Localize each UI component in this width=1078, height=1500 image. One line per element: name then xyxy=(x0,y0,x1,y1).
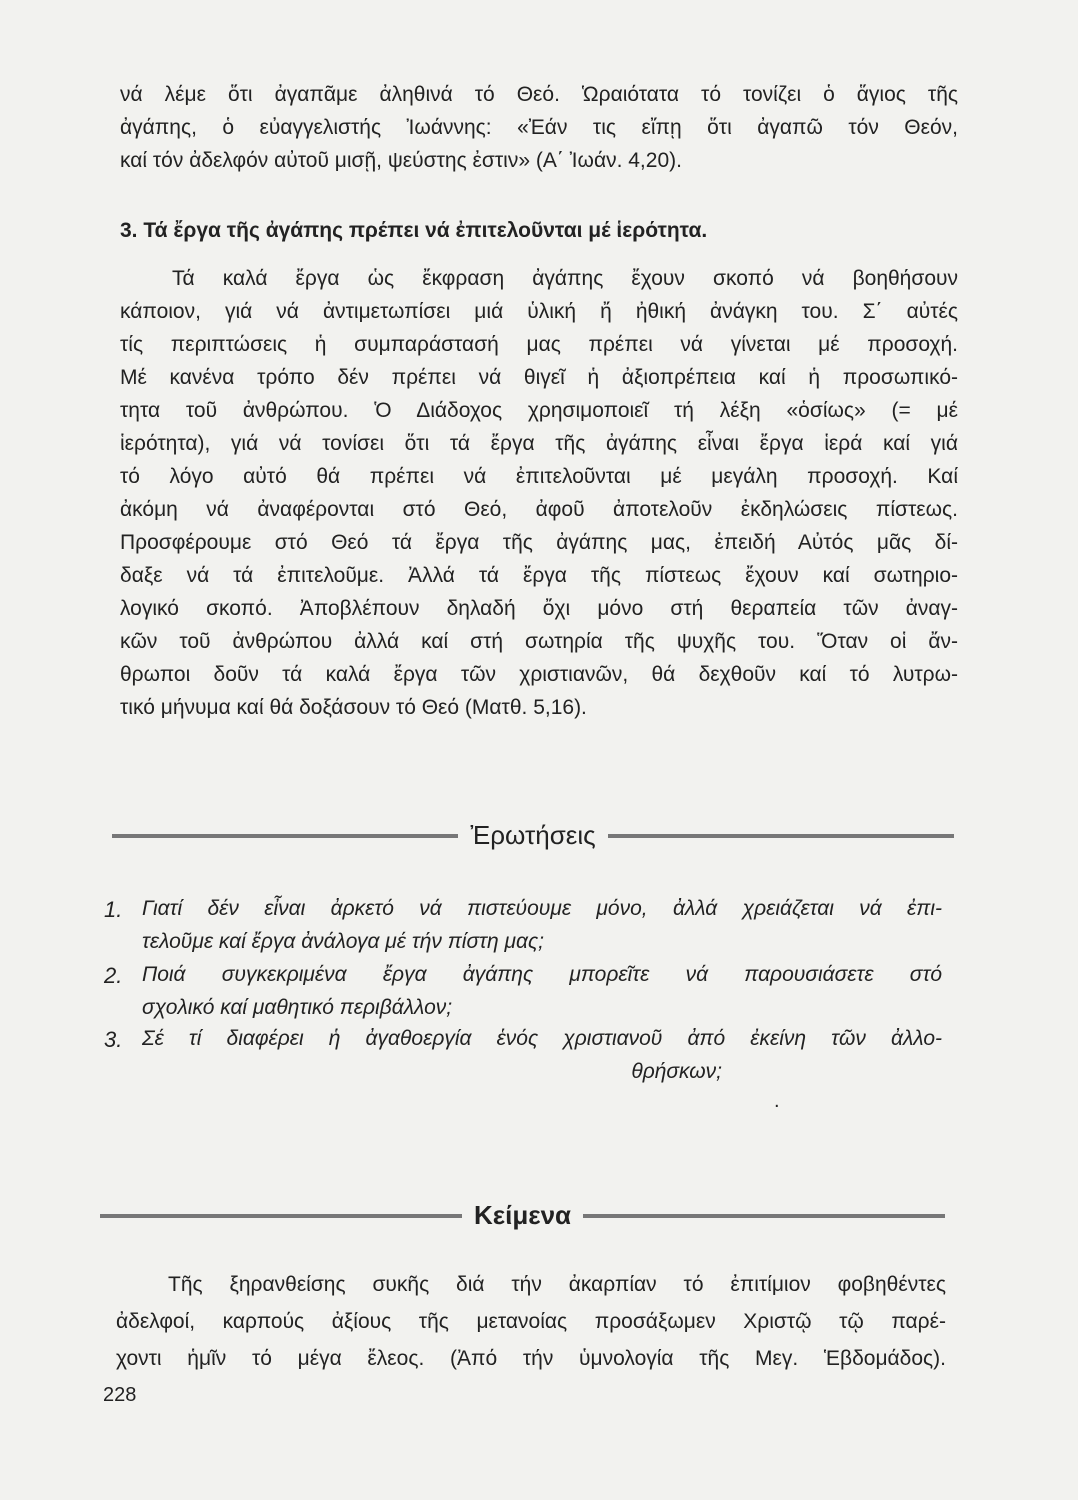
question-line: σχολικό καί μαθητικό περιβάλλον; xyxy=(142,996,453,1019)
text-line: καί τόν ἀδελφόν αὐτοῦ μισῇ, ψεύστης ἐστιν» (Α΄ Ἰωάν. 4,20). xyxy=(120,149,682,172)
text-line: λογικό σκοπό. Ἀποβλέπουν δηλαδή ὄχι μόνο στή θεραπεία τῶν ἀναγ- xyxy=(120,597,958,620)
heading-rule-right xyxy=(583,1214,945,1218)
text-line: κάποιον, γιά νά ἀντιμετωπίσει μιά ὑλική ἤ ἠθική ἀνάγκη του. Σ΄ αὐτές xyxy=(120,300,958,323)
text-line: θρωποι δοῦν τά καλά ἔργα τῶν χριστιανῶν, θά δεχθοῦν καί τό λυτρω- xyxy=(120,663,958,686)
text-line: χοντι ἡμῖν τό μέγα ἔλεος. (Ἀπό τήν ὑμνολογία τῆς Μεγ. Ἑβδομάδος). xyxy=(116,1347,946,1370)
question-line: Ποιά συγκεκριμένα ἔργα ἀγάπης μπορεῖτε νά παρουσιάσετε στό xyxy=(142,963,942,986)
question-number: 2. xyxy=(104,963,123,988)
text-line: τικό μήνυμα καί θά δοξάσουν τό Θεό (Ματθ. 5,16). xyxy=(120,696,587,719)
text-line: δαξε νά τά ἐπιτελοῦμε. Ἀλλά τά ἔργα τῆς πίστεως ἔχουν καί σωτηριο- xyxy=(120,564,958,587)
question-line: τελοῦμε καί ἔργα ἀνάλογα μέ τήν πίστη μας; xyxy=(142,930,544,953)
text-line: Μέ κανένα τρόπο δέν πρέπει νά θιγεῖ ἡ ἀξιοπρέπεια καί ἡ προσωπικό- xyxy=(120,366,958,389)
intro-paragraph xyxy=(120,78,958,177)
section-body xyxy=(120,262,958,724)
question-line: Σέ τί διαφέρει ἡ ἀγαθοεργία ἑνός χριστιανοῦ ἀπό ἐκείνη τῶν ἀλλο- xyxy=(142,1027,942,1050)
text-line: ἀγάπης, ὁ εὐαγγελιστής Ἰωάννης: «Ἐάν τις εἴπῃ ὅτι ἀγαπῶ τόν Θεόν, xyxy=(120,116,958,139)
text-line: ἱερότητα), γιά νά τονίσει ὅτι τά ἔργα τῆς ἀγάπης εἶναι ἔργα ἱερά καί γιά xyxy=(120,432,958,455)
texts-heading xyxy=(100,1200,945,1231)
stray-mark: . xyxy=(774,1090,780,1112)
question-line: Γιατί δέν εἶναι ἀρκετό νά πιστεύουμε μόνο, ἀλλά χρειάζεται νά ἐπι- xyxy=(142,897,942,920)
questions-title: Ἐρωτήσεις xyxy=(470,820,596,850)
questions-heading xyxy=(112,820,954,851)
text-line: ἀκόμη νά ἀναφέρονται στό Θεό, ἀφοῦ ἀποτελοῦν ἐκδηλώσεις πίστεως. xyxy=(120,498,958,521)
page-number: 228 xyxy=(103,1384,137,1406)
question-number: 3. xyxy=(104,1027,123,1052)
text-line: ἀδελφοί, καρπούς ἀξίους τῆς μετανοίας προσάξωμεν Χριστῷ τῷ παρέ- xyxy=(116,1310,946,1333)
question-number: 1. xyxy=(104,897,123,922)
text-line: τό λόγο αὐτό θά πρέπει νά ἐπιτελοῦνται μέ μεγάλη προσοχή. Καί xyxy=(120,465,958,488)
text-line: τίς περιπτώσεις ἡ συμπαράστασή μας πρέπει νά γίνεται μέ προσοχή. xyxy=(120,333,958,356)
heading-rule-right xyxy=(608,834,954,838)
text-line: νά λέμε ὅτι ἀγαπᾶμε ἀληθινά τό Θεό. Ὡραιότατα τό τονίζει ὁ ἅγιος τῆς xyxy=(120,83,958,106)
section-heading: 3. Τά ἔργα τῆς ἀγάπης πρέπει νά ἐπιτελοῦνται μέ ἱερότητα. xyxy=(120,219,708,242)
heading-rule-left xyxy=(100,1214,462,1218)
heading-rule-left xyxy=(112,834,458,838)
text-line: κῶν τοῦ ἀνθρώπου ἀλλά καί στή σωτηρία τῆς ψυχῆς του. Ὅταν οἱ ἄν- xyxy=(120,630,958,653)
text-line: τητα τοῦ ἀνθρώπου. Ὁ Διάδοχος χρησιμοποιεῖ τή λέξη «ὁσίως» (= μέ xyxy=(120,399,958,422)
texts-title: Κείμενα xyxy=(473,1200,572,1230)
text-line: Τῆς ξηρανθείσης συκῆς διά τήν ἀκαρπίαν τό ἐπιτίμιον φοβηθέντες xyxy=(168,1273,946,1296)
text-line: Τά καλά ἔργα ὡς ἔκφραση ἀγάπης ἔχουν σκοπό νά βοηθήσουν xyxy=(172,267,958,290)
hymn-excerpt xyxy=(116,1266,946,1377)
question-line: θρήσκων; xyxy=(631,1060,722,1083)
text-line: Προσφέρουμε στό Θεό τά ἔργα τῆς ἀγάπης μας, ἐπειδή Αὐτός μᾶς δί- xyxy=(120,531,958,554)
